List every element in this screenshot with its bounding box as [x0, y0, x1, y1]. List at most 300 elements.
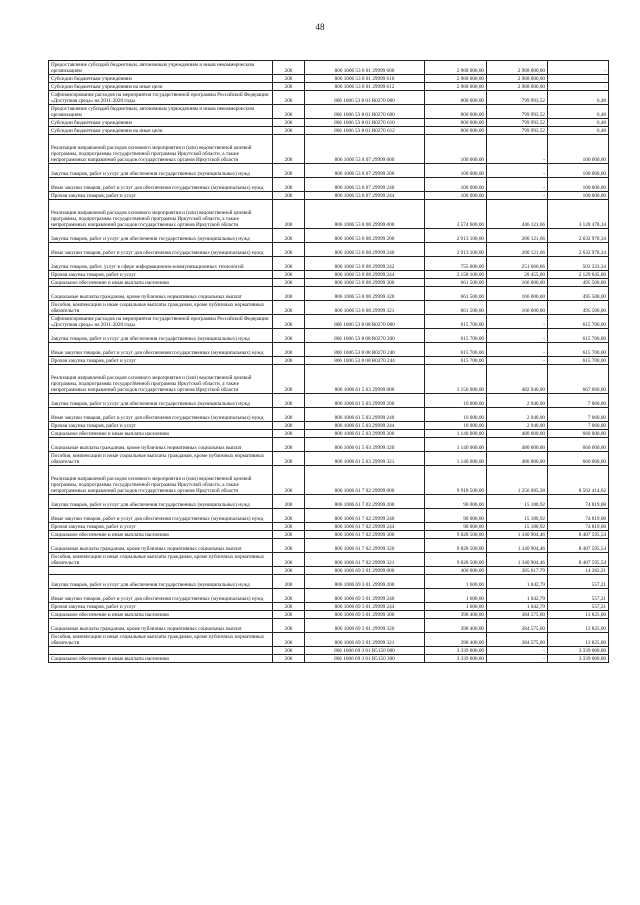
row-code-cell: 200	[273, 357, 305, 365]
unexecuted-value-cell: 100 000,00	[548, 178, 609, 192]
executed-value-cell: 15 180,92	[487, 523, 548, 531]
executed-value-cell: 446 121,66	[487, 200, 548, 229]
approved-value-cell: 800 000,00	[425, 127, 487, 135]
row-kbk-cell: 806 1006 53 8 07 29999 200	[305, 164, 425, 178]
approved-value-cell: 615 700,00	[425, 357, 487, 365]
unexecuted-value-cell: 503 333,34	[548, 257, 609, 271]
row-name-cell: Социальное обеспечение и иные выплаты населению	[49, 430, 273, 438]
row-code-cell: 200	[273, 164, 305, 178]
executed-value-cell: -	[487, 647, 548, 655]
table-row	[49, 287, 609, 301]
table-row	[49, 523, 609, 531]
row-name-cell: Предоставление субсидий бюджетным, автономным учреждениям и иным некоммерческим организациям	[49, 105, 273, 119]
approved-value-cell: 755 000,00	[425, 257, 487, 271]
unexecuted-value-cell: 495 500,00	[548, 279, 609, 287]
table-row	[49, 357, 609, 365]
unexecuted-value-cell: 2 129 645,00	[548, 271, 609, 279]
approved-value-cell: 10 000,00	[425, 422, 487, 430]
approved-value-cell: 800 000,00	[425, 105, 487, 119]
row-kbk-cell: 806 1006 61 5 03 29999 300	[305, 430, 425, 438]
unexecuted-value-cell: 14 382,21	[548, 567, 609, 575]
approved-value-cell: 400 000,00	[425, 567, 487, 575]
row-code-cell: 200	[273, 279, 305, 287]
unexecuted-value-cell: 7 060,00	[548, 422, 609, 430]
unexecuted-value-cell: 615 700,00	[548, 357, 609, 365]
approved-value-cell: 1 600,00	[425, 603, 487, 611]
row-name-cell: Пособия, компенсации и иные социальные выплаты гражданам, кроме публичных нормативных обязательств	[49, 452, 273, 466]
unexecuted-value-cell: 13 825,00	[548, 611, 609, 619]
unexecuted-value-cell: 495 500,00	[548, 287, 609, 301]
table-row	[49, 603, 609, 611]
executed-value-cell: 251 666,66	[487, 257, 548, 271]
approved-value-cell: 3 574 600,00	[425, 200, 487, 229]
row-kbk-cell: 806 1006 53 8 08 29999 200	[305, 229, 425, 243]
row-code-cell: 200	[273, 567, 305, 575]
row-kbk-cell: 806 1006 53 8 01 R0270 600	[305, 105, 425, 119]
row-name-cell: Субсидии бюджетным учреждениям на иные цели	[49, 83, 273, 91]
unexecuted-value-cell: 3 339 000,00	[548, 647, 609, 655]
unexecuted-value-cell: 6,48	[548, 105, 609, 119]
row-kbk-cell: 806 1006 69 3 01 29999 321	[305, 633, 425, 647]
row-code-cell: 200	[273, 192, 305, 200]
executed-value-cell: 2 968 000,00	[487, 75, 548, 83]
table-row	[49, 422, 609, 430]
executed-value-cell: 480 000,00	[487, 438, 548, 452]
row-name-cell: Прочая закупка товаров, работ и услуг	[49, 357, 273, 365]
unexecuted-value-cell: -	[548, 83, 609, 91]
row-code-cell: 200	[273, 466, 305, 495]
unexecuted-value-cell: 8 487 595,54	[548, 553, 609, 567]
row-name-cell: Закупка товаров, работ и услуг для обеспечения государственных (муниципальных) нужд	[49, 394, 273, 408]
approved-value-cell: 90 000,00	[425, 523, 487, 531]
row-kbk-cell: 806 1006 53 8 08 29999 321	[305, 301, 425, 315]
row-kbk-cell: 806 1006 53 8 08 R0270 000	[305, 315, 425, 329]
executed-value-cell: -	[487, 655, 548, 663]
row-code-cell: 200	[273, 301, 305, 315]
row-kbk-cell: 806 1006 61 5 03 29999 244	[305, 422, 425, 430]
executed-value-cell: 799 993,52	[487, 105, 548, 119]
row-code-cell: 200	[273, 315, 305, 329]
table-row	[49, 279, 609, 287]
executed-value-cell: 15 180,92	[487, 509, 548, 523]
executed-value-cell: 482 940,00	[487, 365, 548, 394]
table-row	[49, 329, 609, 343]
row-kbk-cell: 806 1006 53 8 01 R0270 000	[305, 91, 425, 105]
table-row	[49, 408, 609, 422]
approved-value-cell: 1 150 000,00	[425, 365, 487, 394]
row-code-cell: 200	[273, 539, 305, 553]
approved-value-cell: 661 500,00	[425, 301, 487, 315]
row-name-cell: Социальные выплаты гражданам, кроме публичных нормативных социальных выплат	[49, 619, 273, 633]
row-code-cell: 200	[273, 523, 305, 531]
row-kbk-cell: 806 1006 69 3 01 29999 000	[305, 567, 425, 575]
table-row	[49, 633, 609, 647]
row-code-cell: 200	[273, 243, 305, 257]
executed-value-cell: 2 940,00	[487, 422, 548, 430]
approved-value-cell: 2 968 000,00	[425, 75, 487, 83]
table-row	[49, 178, 609, 192]
row-name-cell: Социальные выплаты гражданам, кроме публичных нормативных социальных выплат	[49, 539, 273, 553]
unexecuted-value-cell: 667 060,00	[548, 365, 609, 394]
row-name-cell: Социальное обеспечение и иные выплаты населению	[49, 279, 273, 287]
row-kbk-cell: 806 1006 53 8 08 29999 320	[305, 287, 425, 301]
approved-value-cell: 398 400,00	[425, 633, 487, 647]
row-code-cell: 200	[273, 647, 305, 655]
row-name-cell: Прочая закупка товаров, работ и услуг	[49, 271, 273, 279]
executed-value-cell: 15 180,92	[487, 495, 548, 509]
table-row	[49, 271, 609, 279]
row-name-cell: Закупка товаров, работ и услуг для обеспечения государственных (муниципальных) нужд	[49, 495, 273, 509]
approved-value-cell: 100 000,00	[425, 178, 487, 192]
executed-value-cell: 2 968 000,00	[487, 83, 548, 91]
approved-value-cell: 661 500,00	[425, 287, 487, 301]
row-code-cell: 200	[273, 531, 305, 539]
budget-execution-table	[48, 60, 609, 663]
approved-value-cell: 100 000,00	[425, 135, 487, 164]
row-code-cell: 200	[273, 287, 305, 301]
row-name-cell: Прочая закупка товаров, работ и услуг	[49, 523, 273, 531]
unexecuted-value-cell: 74 819,08	[548, 523, 609, 531]
row-name-cell: Софинансирование расходов на мероприятия государственной программы Российской Федерации «Доступная среда» на 2011-2020 годы	[49, 315, 273, 329]
row-kbk-cell: 806 1006 53 8 08 29999 242	[305, 257, 425, 271]
unexecuted-value-cell: 615 700,00	[548, 329, 609, 343]
executed-value-cell: -	[487, 315, 548, 329]
unexecuted-value-cell: 2 632 978,34	[548, 229, 609, 243]
unexecuted-value-cell: 6,48	[548, 127, 609, 135]
row-code-cell: 200	[273, 394, 305, 408]
row-kbk-cell: 806 1006 61 5 03 29999 240	[305, 408, 425, 422]
table-row	[49, 135, 609, 164]
executed-value-cell: 799 993,52	[487, 127, 548, 135]
row-code-cell: 200	[273, 575, 305, 589]
table-row	[49, 647, 609, 655]
row-kbk-cell: 806 1006 61 7 02 29999 321	[305, 553, 425, 567]
approved-value-cell: 615 700,00	[425, 315, 487, 329]
row-name-cell: Иные закупки товаров, работ и услуг для обеспечения государственных (муниципальных) нужд	[49, 408, 273, 422]
row-code-cell: 200	[273, 611, 305, 619]
table-row	[49, 164, 609, 178]
approved-value-cell: 9 828 500,00	[425, 553, 487, 567]
unexecuted-value-cell: 3 339 000,00	[548, 655, 609, 663]
approved-value-cell: 1 600,00	[425, 589, 487, 603]
row-name-cell: Субсидии бюджетным учреждениям на иные цели	[49, 127, 273, 135]
row-kbk-cell: 806 1006 69 3 01 29999 300	[305, 611, 425, 619]
unexecuted-value-cell: 6,48	[548, 91, 609, 105]
table-row	[49, 119, 609, 127]
unexecuted-value-cell: 74 819,08	[548, 509, 609, 523]
table-row	[49, 539, 609, 553]
row-kbk-cell: 806 1006 61 7 02 29999 320	[305, 539, 425, 553]
unexecuted-value-cell: 100 000,00	[548, 164, 609, 178]
table-row	[49, 229, 609, 243]
row-code-cell: 200	[273, 329, 305, 343]
executed-value-cell: -	[487, 164, 548, 178]
row-name-cell: Реализация направлений расходов основного мероприятия и (или) ведомственной целевой программы, подпрограммы государственной программы Иркутской области, а также непрограммных направлений расходов государственных органов Иркутской области	[49, 466, 273, 495]
row-kbk-cell: 806 1006 61 5 03 29999 000	[305, 365, 425, 394]
row-code-cell: 200	[273, 603, 305, 611]
unexecuted-value-cell: -	[548, 61, 609, 75]
row-code-cell: 200	[273, 495, 305, 509]
executed-value-cell: 480 000,00	[487, 430, 548, 438]
table-row	[49, 611, 609, 619]
executed-value-cell: -	[487, 329, 548, 343]
approved-value-cell: 3 339 000,00	[425, 647, 487, 655]
executed-value-cell: 385 617,79	[487, 567, 548, 575]
row-name-cell: Социальное обеспечение и иные выплаты населению	[49, 611, 273, 619]
approved-value-cell: 9 828 500,00	[425, 539, 487, 553]
approved-value-cell: 2 158 100,00	[425, 271, 487, 279]
row-kbk-cell: 806 1006 53 8 08 29999 244	[305, 271, 425, 279]
row-code-cell: 200	[273, 655, 305, 663]
table-row	[49, 301, 609, 315]
approved-value-cell: 661 500,00	[425, 279, 487, 287]
approved-value-cell: 10 000,00	[425, 394, 487, 408]
approved-value-cell: 100 000,00	[425, 164, 487, 178]
executed-value-cell: 1 042,79	[487, 575, 548, 589]
row-kbk-cell: 806 1006 53 8 01 29999 600	[305, 61, 425, 75]
row-name-cell: Субсидии бюджетным учреждениям	[49, 75, 273, 83]
executed-value-cell: -	[487, 357, 548, 365]
row-kbk-cell: 806 1006 61 5 03 29999 200	[305, 394, 425, 408]
table-row	[49, 567, 609, 575]
row-kbk-cell: 806 1006 69 3 01 R5150 000	[305, 647, 425, 655]
unexecuted-value-cell: 8 487 595,54	[548, 531, 609, 539]
row-code-cell: 200	[273, 619, 305, 633]
row-kbk-cell: 806 1006 53 8 08 R0270 244	[305, 357, 425, 365]
executed-value-cell: 384 575,00	[487, 633, 548, 647]
row-code-cell: 200	[273, 105, 305, 119]
approved-value-cell: 1 140 000,00	[425, 430, 487, 438]
table-row	[49, 343, 609, 357]
unexecuted-value-cell: 615 700,00	[548, 315, 609, 329]
row-kbk-cell: 806 1006 53 8 01 29999 612	[305, 83, 425, 91]
executed-value-cell: 1 042,79	[487, 589, 548, 603]
row-kbk-cell: 806 1006 53 8 08 29999 240	[305, 243, 425, 257]
page-number: 48	[315, 22, 325, 32]
executed-value-cell: -	[487, 178, 548, 192]
executed-value-cell: 480 000,00	[487, 452, 548, 466]
row-code-cell: 200	[273, 271, 305, 279]
unexecuted-value-cell: 100 000,00	[548, 192, 609, 200]
executed-value-cell: 384 575,00	[487, 619, 548, 633]
table-row	[49, 495, 609, 509]
unexecuted-value-cell: 660 000,00	[548, 438, 609, 452]
row-kbk-cell: 806 1006 69 3 01 29999 240	[305, 589, 425, 603]
row-code-cell: 200	[273, 365, 305, 394]
table-row	[49, 243, 609, 257]
row-kbk-cell: 806 1006 53 8 07 29999 244	[305, 192, 425, 200]
row-kbk-cell: 806 1006 53 8 01 29999 610	[305, 75, 425, 83]
row-kbk-cell: 806 1006 53 8 01 R0270 612	[305, 127, 425, 135]
row-name-cell: Иные закупки товаров, работ и услуг для обеспечения государственных (муниципальных) нужд	[49, 589, 273, 603]
row-name-cell: Социальное обеспечение и иные выплаты населению	[49, 655, 273, 663]
row-kbk-cell: 806 1006 69 3 01 29999 200	[305, 575, 425, 589]
row-kbk-cell: 806 1006 61 7 02 29999 000	[305, 466, 425, 495]
table-row	[49, 127, 609, 135]
unexecuted-value-cell: 8 562 414,62	[548, 466, 609, 495]
row-code-cell: 200	[273, 127, 305, 135]
row-code-cell: 200	[273, 452, 305, 466]
approved-value-cell: 2 968 000,00	[425, 83, 487, 91]
row-code-cell: 200	[273, 91, 305, 105]
approved-value-cell: 800 000,00	[425, 91, 487, 105]
approved-value-cell: 90 000,00	[425, 509, 487, 523]
row-name-cell: Реализация направлений расходов основного мероприятия и (или) ведомственной целевой программы, подпрограммы государственной программы Иркутской области, а также непрограммных направлений расходов государственных органов Иркутской области	[49, 365, 273, 394]
table-row	[49, 509, 609, 523]
table-row	[49, 438, 609, 452]
executed-value-cell: 166 000,00	[487, 279, 548, 287]
row-name-cell: Софинансирование расходов на мероприятия государственной программы Российской Федерации «Доступная среда» на 2011-2020 годы	[49, 91, 273, 105]
table-row	[49, 105, 609, 119]
row-kbk-cell: 806 1006 61 7 02 29999 300	[305, 531, 425, 539]
row-kbk-cell: 806 1006 53 8 07 29999 000	[305, 135, 425, 164]
row-code-cell: 200	[273, 257, 305, 271]
row-name-cell: Реализация направлений расходов основного мероприятия и (или) ведомственной целевой программы, подпрограммы государственной программы Иркутской области, а также непрограммных направлений расходов государственных органов Иркутской области	[49, 200, 273, 229]
approved-value-cell: 2 913 100,00	[425, 229, 487, 243]
approved-value-cell: 9 828 500,00	[425, 531, 487, 539]
approved-value-cell: 615 700,00	[425, 329, 487, 343]
executed-value-cell: 1 340 904,46	[487, 531, 548, 539]
executed-value-cell: -	[487, 343, 548, 357]
unexecuted-value-cell: 8 487 595,54	[548, 539, 609, 553]
executed-value-cell: 280 121,66	[487, 229, 548, 243]
row-code-cell: 200	[273, 438, 305, 452]
row-name-cell: Закупка товаров, работ и услуг для обеспечения государственных (муниципальных) нужд	[49, 575, 273, 589]
row-code-cell: 200	[273, 200, 305, 229]
unexecuted-value-cell: 74 819,08	[548, 495, 609, 509]
table-row	[49, 257, 609, 271]
row-code-cell: 200	[273, 75, 305, 83]
table-row	[49, 91, 609, 105]
unexecuted-value-cell: 557,21	[548, 575, 609, 589]
row-kbk-cell: 806 1006 61 5 03 29999 320	[305, 438, 425, 452]
approved-value-cell: 9 918 500,00	[425, 466, 487, 495]
table-row	[49, 452, 609, 466]
row-name-cell: Пособия, компенсации и иные социальные выплаты гражданам, кроме публичных нормативных обязательств	[49, 633, 273, 647]
row-name-cell	[49, 567, 273, 575]
table-row	[49, 83, 609, 91]
row-code-cell: 200	[273, 178, 305, 192]
table-row	[49, 315, 609, 329]
row-name-cell: Реализация направлений расходов основного мероприятия и (или) ведомственной целевой программы, подпрограммы государственной программы Иркутской области, а также непрограммных направлений расходов государственных органов Иркутской области	[49, 135, 273, 164]
executed-value-cell: 1 042,79	[487, 603, 548, 611]
approved-value-cell: 100 000,00	[425, 192, 487, 200]
unexecuted-value-cell: 660 000,00	[548, 452, 609, 466]
table-row	[49, 575, 609, 589]
row-name-cell	[49, 647, 273, 655]
approved-value-cell: 2 968 000,00	[425, 61, 487, 75]
executed-value-cell: 2 940,00	[487, 394, 548, 408]
unexecuted-value-cell: 557,21	[548, 589, 609, 603]
executed-value-cell: 166 000,00	[487, 287, 548, 301]
table-row	[49, 365, 609, 394]
row-kbk-cell: 806 1006 53 8 07 29999 240	[305, 178, 425, 192]
row-code-cell: 200	[273, 589, 305, 603]
row-kbk-cell: 806 1006 69 3 01 29999 244	[305, 603, 425, 611]
unexecuted-value-cell: 13 825,00	[548, 633, 609, 647]
row-code-cell: 200	[273, 61, 305, 75]
approved-value-cell: 398 400,00	[425, 619, 487, 633]
row-name-cell: Закупка товаров, работ и услуг для обеспечения государственных (муниципальных) нужд	[49, 229, 273, 243]
row-name-cell: Закупка товаров, работ, услуг в сфере информационно-коммуникационных технологий	[49, 257, 273, 271]
unexecuted-value-cell: 615 700,00	[548, 343, 609, 357]
row-name-cell: Иные закупки товаров, работ и услуг для обеспечения государственных (муниципальных) нужд	[49, 178, 273, 192]
approved-value-cell: 1 140 000,00	[425, 438, 487, 452]
unexecuted-value-cell: 3 128 478,34	[548, 200, 609, 229]
row-name-cell: Закупка товаров, работ и услуг для обеспечения государственных (муниципальных) нужд	[49, 329, 273, 343]
unexecuted-value-cell: 557,21	[548, 603, 609, 611]
row-name-cell: Закупка товаров, работ и услуг для обеспечения государственных (муниципальных) нужд	[49, 164, 273, 178]
executed-value-cell: 799 993,52	[487, 119, 548, 127]
unexecuted-value-cell: 7 060,00	[548, 408, 609, 422]
table-row	[49, 394, 609, 408]
unexecuted-value-cell: 6,48	[548, 119, 609, 127]
approved-value-cell: 1 140 000,00	[425, 452, 487, 466]
table-row	[49, 553, 609, 567]
executed-value-cell: -	[487, 192, 548, 200]
executed-value-cell: 2 968 000,00	[487, 61, 548, 75]
executed-value-cell: 1 356 085,38	[487, 466, 548, 495]
row-name-cell: Социальные выплаты гражданам, кроме публичных нормативных социальных выплат	[49, 438, 273, 452]
approved-value-cell: 3 339 000,00	[425, 655, 487, 663]
row-kbk-cell: 806 1006 53 8 08 29999 300	[305, 279, 425, 287]
row-code-cell: 200	[273, 135, 305, 164]
row-code-cell: 200	[273, 553, 305, 567]
row-kbk-cell: 806 1006 61 7 02 29999 240	[305, 509, 425, 523]
row-kbk-cell: 806 1006 53 8 08 29999 000	[305, 200, 425, 229]
row-name-cell: Субсидии бюджетным учреждениям	[49, 119, 273, 127]
row-code-cell: 200	[273, 119, 305, 127]
row-code-cell: 200	[273, 633, 305, 647]
executed-value-cell: 2 940,00	[487, 408, 548, 422]
row-name-cell: Предоставление субсидий бюджетным, автономным учреждениям и иным некоммерческим организациям	[49, 61, 273, 75]
executed-value-cell: 166 000,00	[487, 301, 548, 315]
unexecuted-value-cell: 100 000,00	[548, 135, 609, 164]
executed-value-cell: 799 993,52	[487, 91, 548, 105]
row-code-cell: 200	[273, 430, 305, 438]
unexecuted-value-cell: 660 000,00	[548, 430, 609, 438]
approved-value-cell: 800 000,00	[425, 119, 487, 127]
row-name-cell: Социальное обеспечение и иные выплаты населению	[49, 531, 273, 539]
table-row	[49, 61, 609, 75]
row-kbk-cell: 806 1006 61 7 02 29999 244	[305, 523, 425, 531]
table-row	[49, 192, 609, 200]
unexecuted-value-cell: -	[548, 75, 609, 83]
table-row	[49, 200, 609, 229]
row-name-cell: Прочая закупка товаров, работ и услуг	[49, 603, 273, 611]
row-kbk-cell: 806 1006 61 5 03 29999 321	[305, 452, 425, 466]
executed-value-cell: 384 575,00	[487, 611, 548, 619]
table-row	[49, 75, 609, 83]
row-code-cell: 200	[273, 408, 305, 422]
row-name-cell: Пособия, компенсации и иные социальные выплаты гражданам, кроме публичных нормативных обязательств	[49, 553, 273, 567]
row-name-cell: Пособия, компенсации и иные социальные выплаты гражданам, кроме публичных нормативных обязательств	[49, 301, 273, 315]
row-kbk-cell: 806 1006 53 8 08 R0270 240	[305, 343, 425, 357]
row-kbk-cell: 806 1006 53 8 01 R0270 610	[305, 119, 425, 127]
unexecuted-value-cell: 7 060,00	[548, 394, 609, 408]
approved-value-cell: 90 000,00	[425, 495, 487, 509]
row-code-cell: 200	[273, 509, 305, 523]
row-name-cell: Иные закупки товаров, работ и услуг для обеспечения государственных (муниципальных) нужд	[49, 343, 273, 357]
row-code-cell: 200	[273, 83, 305, 91]
unexecuted-value-cell: 2 632 978,34	[548, 243, 609, 257]
approved-value-cell: 1 600,00	[425, 575, 487, 589]
row-kbk-cell: 806 1006 61 7 02 29999 200	[305, 495, 425, 509]
approved-value-cell: 10 000,00	[425, 408, 487, 422]
executed-value-cell: -	[487, 135, 548, 164]
row-kbk-cell: 806 1006 53 8 08 R0270 200	[305, 329, 425, 343]
row-name-cell: Прочая закупка товаров, работ и услуг	[49, 422, 273, 430]
